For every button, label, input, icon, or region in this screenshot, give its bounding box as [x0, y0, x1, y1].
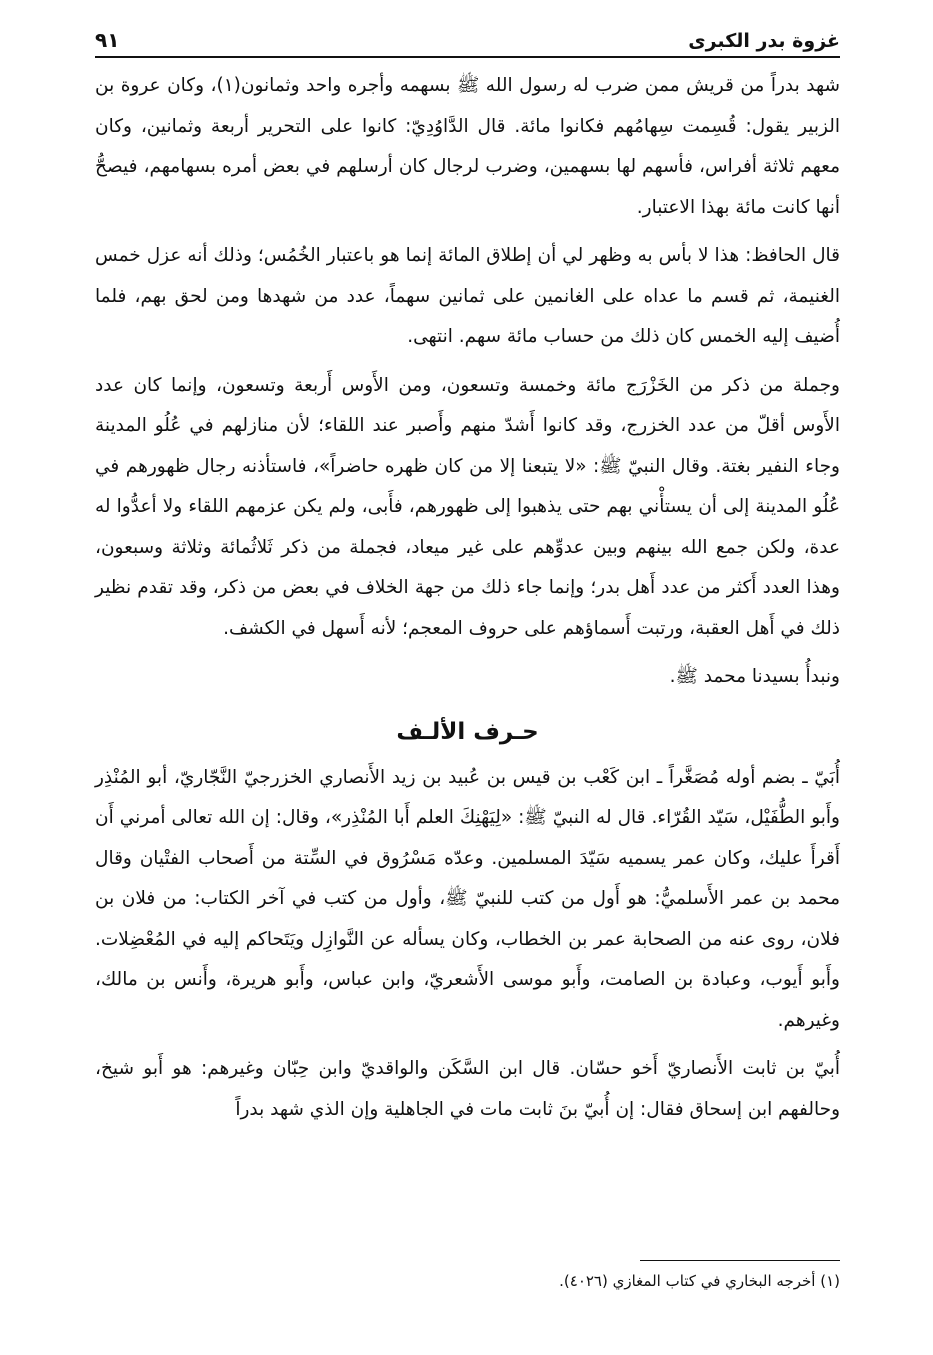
footnote-divider — [640, 1260, 840, 1261]
entry-paragraph: أُبَيّ ـ بضم أوله مُصَغَّراً ـ ابن كَعْب بن قيس بن عُبيد بن زيد الأَنصاري الخزرجيّ النَّجّاريّ، أبو المُنْذِر وأَبو الطُّفَيْل، سَيّد القُرّاء. قال له النبيّ ﷺ: «لِيَهْنِكَ العلم أَبا المُنْذِر»، وقال: إن الله تعالى أمرني أَن أَقرأَ عليك، وكان عمر يسميه سَيّدَ المسلمين. وعدّه مَسْرُوق في السِّتة من أَصحاب الفتْيان وقال محمد بن عمر الأَسلميُّ: هو أَول من كتب للنبيّ ﷺ، وأول من كتب في آخر الكتاب: من فلان بن فلان، روى عنه من الصحابة عمر بن الخطاب، وكان يسأله عن النَّوازِل ويَتَحاكم إليه في المُعْضِلات. وأَبو أَيوب، وعبادة بن الصامت، وأَبو موسى الأَشعريّ، وابن عباس، وأَبو هريرة، وأَنس بن مالك، وغيرهم. — [95, 766, 840, 1031]
paragraph: ونبدأُ بسيدنا محمد ﷺ. — [669, 666, 840, 687]
paragraph: وجملة من ذكر من الخَزْرَج مائة وخمسة وتسعون، ومن الأَوس أَربعة وتسعون، وإنما كان عدد الأَوس أقلّ من عدد الخزرج، وقد كانوا أَشدّ منهم وأَصبر عند اللقاء؛ لأن منازلهم في عُلُو المدينة وجاء النفير بغتة. وقال النبيّ ﷺ: «لا يتبعنا إلا من كان ظهره حاضراً»، فاستأذنه رجال ظهورهم في عُلُو المدينة إلى أن يستأْني بهم حتى يذهبوا إلى ظهورهم، فأَبى، ولم يكن عزمهم اللقاء ولا أعدُّوا له عدة، ولكن جمع الله بينهم وبين عدوِّهم على غير ميعاد، فجملة من ذكر ثَلاثُمائة وثلاثة وسبعون، وهذا العدد أَكثر من عدد أَهل بدر؛ وإنما جاء ذلك من جهة الخلاف في بعض من ذكر، وقد تقدم نظير ذلك في أَهل العقبة، ورتبت أَسماؤهم على حروف المعجم؛ لأنه أَسهل في الكشف. — [95, 374, 840, 639]
paragraph: شهد بدراً من قريش ممن ضرب له رسول الله ﷺ بسهمه وأجره واحد وثمانون(١)، وكان عروة بن الزبير يقول: قُسِمت سِهامُهم فكانوا مائة. قال الدَّاوُدِيّ: كانوا على التحرير أربعة وثمانين، وكان معهم ثلاثة أفراس، فأسهم لها بسهمين، وضرب لرجال كان أرسلهم في بعض أمره بسهامهم، فيصحُّ أنها كانت مائة بهذا الاعتبار. — [95, 75, 840, 218]
paragraph: قال الحافظ: هذا لا بأس به وظهر لي أن إطلاق المائة إنما هو باعتبار الخُمُس؛ وذلك أنه عزل خمس الغنيمة، ثم قسم ما عداه على الغانمين على ثمانين سهماً، عدد من شهدها ومن لحق بهم، فلما أُضيف إليه الخمس كان ذلك من حساب مائة سهم. انتهى. — [95, 245, 840, 347]
running-head — [95, 22, 840, 58]
running-title: غزوة بدر الكبرى — [688, 30, 840, 52]
page-number: ٩١ — [95, 28, 120, 52]
page-body — [95, 66, 840, 1138]
footnote: (١) أخرجه البخاري في كتاب المغازي (٤٠٢٦). — [559, 1272, 840, 1290]
section-heading: حـرف الألـف — [396, 718, 539, 745]
entry-paragraph: أُبيّ بن ثابت الأَنصاريّ أَخو حسّان. قال ابن السَّكَن والواقديّ وابن حِبّان وغيرهم: هو أَبو شيخ، وحالفهم ابن إسحاق فقال: إن أُبيّ بنَ ثابت مات في الجاهلية وإن الذي شهد بدراً — [95, 1058, 840, 1120]
